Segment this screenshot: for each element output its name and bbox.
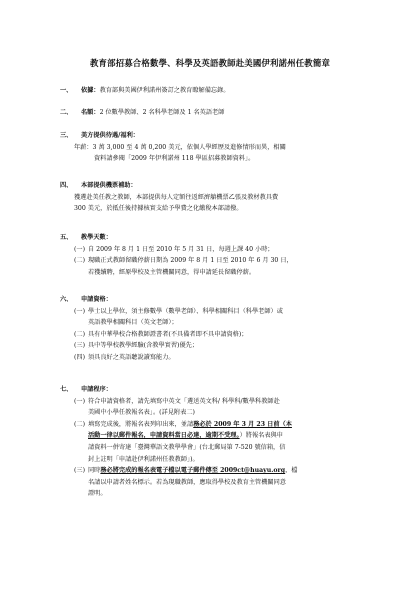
text-line: 封上註明「申請赴伊利諾州任教教師」)。 [88,455,199,463]
list-item [60,329,380,341]
deadline-highlight: 務必於 2009 年 3 月 23 日前（本 [193,420,292,428]
text-line: 美國中小學任教報名表」。(詳見附表二) [88,409,195,417]
section-body: 教育部與美國伊利諾州簽訂之教育瞭解備忘錄。 [99,87,230,94]
text-line: 現職正式教師留職停薪日期為 2009 年 8 月 1 日至 2010 年 6 月 30 日， [88,257,293,265]
document-title: 教育部招募合格數學、科學及英語教師赴美國伊利諾州任教簡章 [89,58,331,68]
text-line [88,430,380,442]
section-teaching-days [60,232,380,278]
item-marker: (二) [74,420,86,428]
section-number: 一、 [60,87,73,94]
section-heading: 申請資格： [81,296,112,303]
item-marker: (一) [74,307,86,315]
text-line: 獲遴赴美任教之教師，本部提供每人定額往返經濟艙機票乙張及教材教具費 [74,193,279,201]
section-body: 2 位數學教師、2 名科學老師及 1 名英語老師 [99,109,225,116]
text-run: 同時 [88,467,101,475]
list-item [60,352,380,364]
text-line: 英語教學相關科目（英文老師）； [88,319,178,327]
list-item [60,419,380,465]
section-application-procedure [60,384,380,500]
list-item [60,340,380,352]
section-number: 五、 [60,234,73,241]
section-heading: 美方提供待遇/福利： [81,132,139,139]
section-quota [60,107,380,119]
item-marker: (四) [74,353,86,361]
text-line: 具中等學校教學經驗(含教學實習)優先； [88,342,199,350]
section-heading: 申請程序： [81,386,112,393]
item-marker: (二) [74,330,86,338]
section-airfare [60,180,380,215]
section-number: 四、 [60,182,73,189]
text-line: 符合申請資格者，請先填寫中英文「遴送英文科/ 科學科/數學科教師赴 [88,397,280,405]
item-marker: (一) [74,245,86,253]
text-line [88,465,380,477]
section-basis [60,85,380,97]
text-line: 自 2009 年 8 月 1 日至 2010 年 5 月 31 日，每週上課 40 小時； [88,245,274,253]
item-marker: (三) [74,467,86,475]
section-salary [60,130,380,165]
text-line: 證明。 [88,490,107,498]
list-item [60,306,380,329]
text-line: 具有中華學校合格教師證書者(不具備者即不具申請資格)； [88,330,248,338]
text-line: 學士以上學位，須主修數學（數學老師）、科學相關科目（科學老師）或 [88,307,283,315]
list-item [60,255,380,278]
list-item [60,244,380,256]
text-line: 名請以申請者姓名標示。若為現職教師，應取得學校及教育主管機關同意 [88,478,286,486]
section-heading: 依據： [81,87,100,94]
section-eligibility [60,294,380,364]
text-run: ）將報名表與申 [239,432,283,440]
text-line [88,419,380,431]
section-heading: 教學天數： [81,234,112,241]
text-run: 填寫完成後，將報名表列印出來，並請 [88,420,194,428]
text-line: 請資料一併寄達「臺灣華語文教學學會」(台北郵局第 7-520 號信箱，信 [88,443,286,451]
section-number: 六、 [60,296,73,303]
deadline-highlight: 活動一律以郵件報名，申請資料當日必達，逾期不受理。 [88,432,240,440]
text-run: ，檔 [285,467,298,475]
item-marker: (二) [74,257,86,265]
section-heading: 本部提供機票補助： [81,182,137,189]
text-line: 須具良好之英語聽說讀寫能力。 [88,353,175,361]
list-item [60,396,380,419]
item-marker: (一) [74,397,86,405]
section-number: 二、 [60,109,73,116]
list-item [60,465,380,500]
text-line: 300 美元，於抵任後持據核實支給予學費之化繳稅本部請撥。 [74,205,243,213]
section-heading: 名額： [81,109,100,116]
section-number: 七、 [60,386,73,393]
item-marker: (三) [74,342,86,350]
text-line: 若獲續聘，經原學校及主管機關同意，得申請延長留職停薪。 [88,268,256,276]
email-highlight: 務必將完成的報名表電子檔以電子郵件傳至 2009ct@huayu.org [100,467,286,475]
section-number: 三、 [60,132,73,139]
text-line: 年薪：3 萬 3,000 至 4 萬 0,200 美元，依個人學經歷及進修情形而異，相關 [74,143,286,151]
text-line: 資料請參閱「2009 年伊利諾州 118 學區招募教師資料」。 [94,155,255,163]
